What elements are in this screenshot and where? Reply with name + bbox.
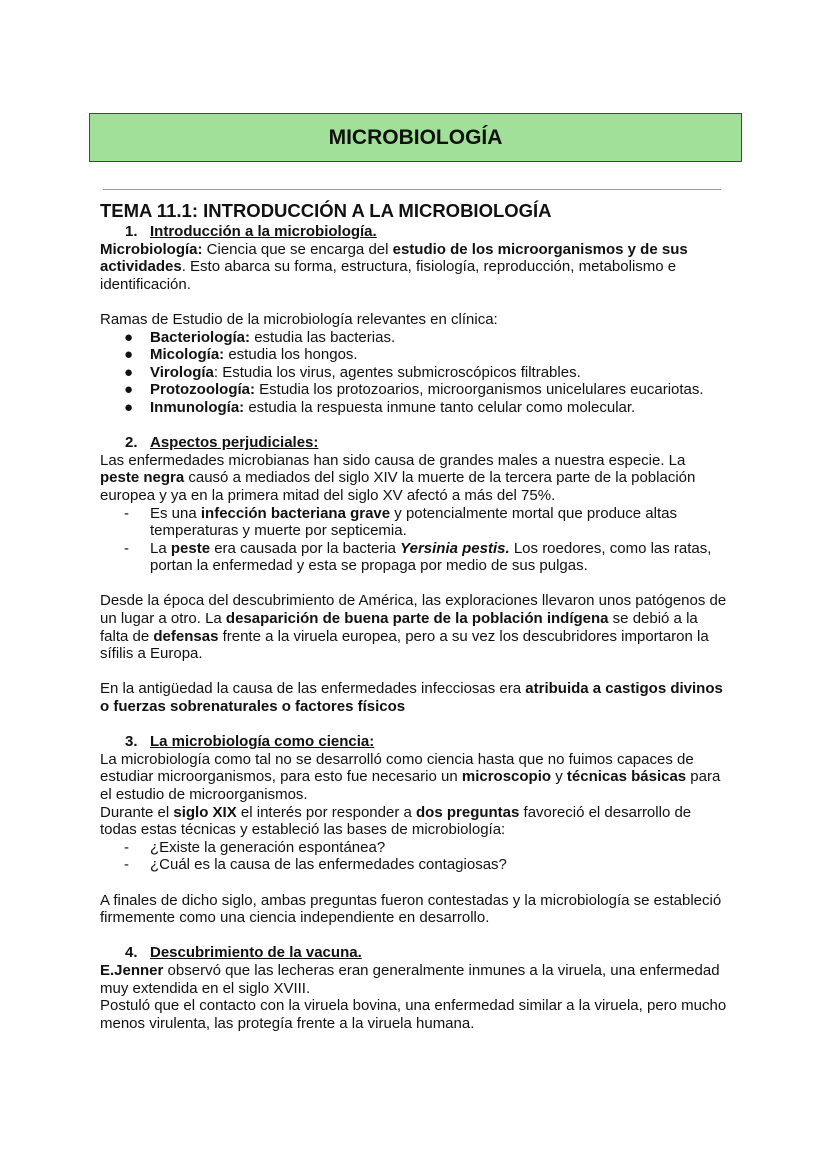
text-run: estudia las bacterias. (250, 328, 396, 346)
text-run: . Esto abarca su forma, estructura, fisiología, reproducción, metabolismo e identificación. (100, 258, 677, 293)
text-run: A finales de dicho siglo, ambas preguntas fueron contestadas y la microbiología se estableció firmemente como una ciencia independiente en desarrollo. (100, 891, 722, 927)
paragraph (100, 997, 728, 1032)
numbered-subheading (100, 223, 728, 241)
bold-text: E.Jenner (100, 961, 164, 979)
paragraph (100, 680, 728, 715)
list-item (100, 329, 728, 347)
text-run: frente a la viruela europea, pero a su vez los descubridores importaron la sífilis a Europa. (100, 627, 709, 663)
horizontal-divider (103, 189, 721, 190)
text-run: La microbiología como tal no se desarrolló como ciencia hasta que no fuimos capaces de estudiar microorganismos, para esto fue necesario un (100, 750, 694, 786)
bold-text: Yersinia pestis. (400, 539, 510, 557)
item-number: 3. (125, 733, 138, 751)
bold-text: Virología (150, 363, 214, 381)
dash-marker: - (124, 504, 129, 522)
bold-text: Protozoología: (150, 381, 255, 399)
subheading-label: Introducción a la microbiología. (150, 223, 377, 240)
text-run: causó a mediados del siglo XIV la muerte de la tercera parte de la población europea y ya en la primera mitad del siglo XV afectó a más del 75%. (100, 469, 696, 504)
bold-text: peste negra (100, 469, 185, 487)
document-body (100, 199, 728, 1032)
bullet-icon: ● (124, 346, 134, 364)
bold-text: Micología: (150, 346, 225, 364)
blank-line (100, 716, 728, 734)
bold-text: estudio de los microorganismos y de sus actividades (100, 240, 688, 276)
section-heading: TEMA 11.1: INTRODUCCIÓN A LA MICROBIOLOGÍA (100, 200, 552, 221)
text-run: Durante el (100, 803, 174, 821)
bullet-icon: ● (124, 381, 134, 399)
text-run: era causada por la bacteria (210, 539, 401, 557)
text-run: Las enfermedades microbianas han sido causa de grandes males a nuestra especie. La (100, 451, 686, 469)
list-item (100, 856, 728, 874)
dash-marker: - (124, 856, 129, 874)
bullet-icon: ● (124, 363, 134, 381)
numbered-subheading (100, 944, 728, 962)
bold-text: Microbiología: (100, 240, 203, 258)
list-item (100, 540, 728, 575)
bold-text: técnicas básicas (566, 768, 687, 786)
list-item (100, 839, 728, 857)
bold-text: microscopio (461, 768, 552, 786)
text-run: y (551, 768, 567, 786)
text-run: estudia los hongos. (224, 346, 358, 364)
dash-marker: - (124, 539, 129, 557)
blank-line (100, 663, 728, 681)
title-banner (89, 113, 742, 162)
bold-text: dos preguntas (416, 803, 520, 821)
paragraph (100, 962, 728, 997)
text-run: Postuló que el contacto con la viruela bovina, una enfermedad similar a la viruela, pero mucho menos virulenta, las protegía frente a la viruela humana. (100, 997, 727, 1032)
paragraph (100, 892, 728, 927)
text-run: La (150, 539, 171, 557)
list-item (100, 364, 728, 382)
paragraph (100, 452, 728, 505)
text-run: Es una (150, 504, 201, 522)
item-number: 1. (125, 223, 138, 240)
subheading-label: La microbiología como ciencia: (150, 733, 375, 751)
blank-line (100, 874, 728, 892)
list-item (100, 505, 728, 540)
list-item (100, 381, 728, 399)
bold-text: Bacteriología: (150, 328, 251, 346)
paragraph (100, 804, 728, 839)
text-run: En la antigüedad la causa de las enfermedades infecciosas era (100, 680, 526, 698)
numbered-subheading (100, 733, 728, 751)
bold-text: peste (170, 539, 211, 557)
text-run: se debió a la falta de (100, 610, 698, 645)
list-item (100, 399, 728, 417)
document-title: MICROBIOLOGÍA (328, 125, 503, 149)
numbered-subheading (100, 434, 728, 452)
text-run: ¿Cuál es la causa de las enfermedades contagiosas? (150, 856, 507, 874)
text-run: y potencialmente mortal que produce altas temperaturas y muerte por septicemia. (150, 504, 677, 540)
text-run: favoreció el desarrollo de todas estas técnicas y estableció las bases de microbiología: (100, 803, 692, 839)
paragraph (100, 592, 728, 662)
blank-line (100, 927, 728, 945)
text-run: Desde la época del descubrimiento de América, las exploraciones llevaron unos patógenos de un lugar a otro. La (100, 592, 727, 628)
item-number: 2. (125, 434, 138, 452)
text-run: Ramas de Estudio de la microbiología relevantes en clínica: (100, 310, 498, 328)
text-run: ¿Existe la generación espontánea? (150, 838, 386, 856)
bold-text: desaparición de buena parte de la población indígena (225, 610, 609, 628)
subheading-label: Descubrimiento de la vacuna. (150, 944, 362, 962)
text-run: Estudia los protozoarios, microorganismos unicelulares eucariotas. (255, 381, 704, 399)
item-number: 4. (125, 944, 138, 962)
list-item (100, 346, 728, 364)
paragraph (100, 311, 728, 329)
paragraph (100, 241, 728, 294)
text-run: Los roedores, como las ratas, portan la enfermedad y esta se propaga por medio de sus pulgas. (150, 539, 712, 575)
text-run: estudia la respuesta inmune tanto celular como molecular. (244, 398, 636, 416)
bold-text: defensas (153, 627, 219, 645)
dash-marker: - (124, 838, 129, 856)
blank-line (100, 575, 728, 593)
subheading-label: Aspectos perjudiciales: (150, 434, 319, 452)
bold-text: infección bacteriana grave (200, 504, 391, 522)
text-run: : Estudia los virus, agentes submicroscópicos filtrables. (213, 363, 581, 381)
text-run: Ciencia que se encarga del (202, 240, 393, 258)
blank-line (100, 293, 728, 311)
bold-text: atribuida a castigos divinos o fuerzas sobrenaturales o factores físicos (100, 680, 723, 716)
text-run: observó que las lecheras eran generalmente inmunes a la viruela, una enfermedad muy extendida en el siglo XVIII. (100, 961, 720, 997)
bullet-icon: ● (124, 398, 134, 416)
text-run: para el estudio de microorganismos. (100, 768, 721, 803)
bold-text: siglo XIX (173, 803, 237, 821)
text-run: el interés por responder a (236, 803, 417, 821)
paragraph (100, 751, 728, 804)
bullet-icon: ● (124, 328, 134, 346)
blank-line (100, 417, 728, 435)
bold-text: Inmunología: (150, 398, 245, 416)
